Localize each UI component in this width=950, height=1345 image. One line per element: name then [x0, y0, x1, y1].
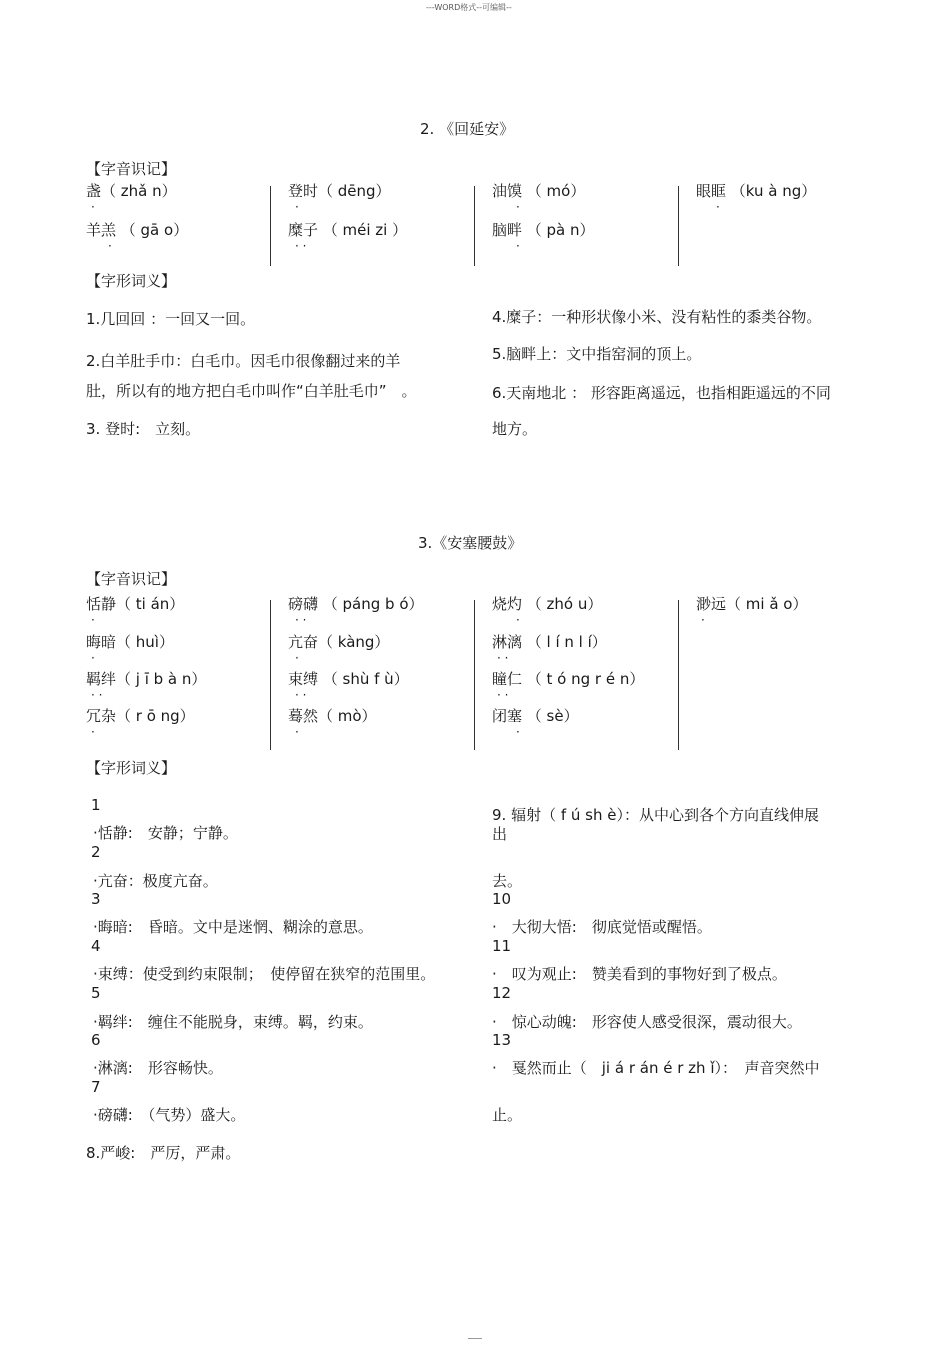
pinyin-item: 冗杂（ r ō ng） — [86, 707, 195, 725]
item-number: 2 — [91, 843, 101, 861]
pinyin-item: 烧灼 （ zhó u） — [492, 595, 603, 613]
vocab-line: 止。 — [492, 1106, 523, 1124]
column-divider — [474, 186, 475, 266]
vocab-line: ·淋漓: 形容畅快。 — [93, 1059, 223, 1077]
section-heading: 【字音识记】 — [86, 160, 177, 178]
section-heading: 【字形词义】 — [86, 759, 177, 777]
emphasis-dot: · — [295, 725, 299, 739]
section-title: 2. 《回延安》 — [420, 120, 515, 138]
emphasis-dot: · · — [91, 688, 103, 702]
item-number: 6 — [91, 1031, 101, 1049]
emphasis-dot: · — [91, 651, 95, 665]
pinyin-item: 油馍 （ mó） — [492, 182, 586, 200]
emphasis-dot: · · — [295, 688, 307, 702]
vocab-line: 6.天南地北 ： 形容距离遥远，也指相距遥远的不同 — [492, 384, 831, 402]
emphasis-dot: · — [91, 200, 95, 214]
emphasis-dot: · — [516, 239, 520, 253]
pinyin-item: 蓦然（ mò） — [288, 707, 377, 725]
pinyin-item: 瞳仁 （ t ó ng r é n） — [492, 670, 645, 688]
item-number: 1 — [91, 796, 101, 814]
pinyin-item: 束缚 （ shù f ù） — [288, 670, 409, 688]
vocab-line: 出 — [492, 825, 508, 843]
pinyin-item: 亢奋（ kàng） — [288, 633, 390, 651]
item-number: 12 — [492, 984, 512, 1002]
vocab-line: ·束缚：使受到约束限制； 使停留在狭窄的范围里。 — [93, 965, 436, 983]
emphasis-dot: · — [516, 200, 520, 214]
pinyin-item: 眼眶 （ku à ng） — [696, 182, 817, 200]
emphasis-dot: · — [295, 200, 299, 214]
item-number: 3 — [91, 890, 101, 908]
emphasis-dot: · — [701, 613, 705, 627]
emphasis-dot: · · — [497, 651, 509, 665]
vocab-line: ·晦暗: 昏暗。文中是迷惘、糊涂的意思。 — [93, 918, 373, 936]
vocab-line: · 戛然而止（ ji á r án é r zh ǐ）： 声音突然中 — [492, 1059, 820, 1077]
vocab-line: 5.脑畔上：文中指窑洞的顶上。 — [492, 345, 702, 363]
vocab-line: 9. 辐射（ f ú sh è）：从中心到各个方向直线伸展 — [492, 806, 819, 824]
vocab-line: ·亢奋：极度亢奋。 — [93, 872, 218, 890]
pinyin-item: 脑畔 （ pà n） — [492, 221, 595, 239]
emphasis-dot: · — [91, 725, 95, 739]
pinyin-item: 恬静（ ti án） — [86, 595, 185, 613]
pinyin-item: 晦暗（ huì） — [86, 633, 174, 651]
pinyin-item: 糜子 （ méi zi ） — [288, 221, 408, 239]
emphasis-dot: · — [516, 613, 520, 627]
vocab-line: ·羁绊: 缠住不能脱身，束缚。羁，约束。 — [93, 1013, 373, 1031]
section-heading: 【字形词义】 — [86, 272, 177, 290]
vocab-line: · 惊心动魄: 形容使人感受很深，震动很大。 — [492, 1013, 802, 1031]
vocab-line: 肚，所以有的地方把白毛巾叫作“白羊肚毛巾” 。 — [86, 382, 417, 400]
vocab-line: ·恬静: 安静；宁静。 — [93, 824, 238, 842]
emphasis-dot: · · — [295, 239, 307, 253]
pinyin-item: 登时（ dēng） — [288, 182, 391, 200]
section-heading: 【字音识记】 — [86, 570, 177, 588]
pinyin-item: 羊羔 （ gā o） — [86, 221, 189, 239]
vocab-line: · 大彻大悟: 彻底觉悟或醒悟。 — [492, 918, 712, 936]
vocab-line: · 叹为观止: 赞美看到的事物好到了极点。 — [492, 965, 787, 983]
vocab-line: 1.几回回 ：一回又一回。 — [86, 310, 256, 328]
item-number: 5 — [91, 984, 101, 1002]
item-number: 4 — [91, 937, 101, 955]
column-divider — [474, 600, 475, 750]
pinyin-item: 闭塞 （ sè） — [492, 707, 579, 725]
vocab-line: 去。 — [492, 872, 523, 890]
emphasis-dot: · — [108, 239, 112, 253]
column-divider — [270, 600, 271, 750]
pinyin-item: 盏（ zhǎ n） — [86, 182, 177, 200]
vocab-line: 4.糜子：一种形状像小米、没有粘性的黍类谷物。 — [492, 308, 822, 326]
pinyin-item: 渺远（ mi ǎ o） — [696, 595, 808, 613]
vocab-line: 地方。 — [492, 420, 538, 438]
item-number: 13 — [492, 1031, 512, 1049]
vocab-line: 2.白羊肚手巾：白毛巾。因毛巾很像翻过来的羊 — [86, 352, 401, 370]
page-header: ---WORD格式--可编辑-- — [426, 3, 512, 12]
item-number: 7 — [91, 1078, 101, 1096]
emphasis-dot: · · — [497, 688, 509, 702]
emphasis-dot: · · — [295, 613, 307, 627]
vocab-line: 8.严峻: 严厉，严肃。 — [86, 1144, 241, 1162]
emphasis-dot: · — [295, 651, 299, 665]
vocab-line: 3. 登时: 立刻。 — [86, 420, 201, 438]
section-title: 3.《安塞腰鼓》 — [418, 534, 523, 552]
pinyin-item: 磅礴 （ páng b ó） — [288, 595, 424, 613]
column-divider — [270, 186, 271, 266]
item-number: 10 — [492, 890, 512, 908]
footer-rule — [468, 1338, 482, 1339]
column-divider — [678, 600, 679, 750]
item-number: 11 — [492, 937, 512, 955]
vocab-line: ·磅礴: （气势）盛大。 — [93, 1106, 246, 1124]
pinyin-item: 羁绊（ j ī b à n） — [86, 670, 207, 688]
emphasis-dot: · — [716, 200, 720, 214]
emphasis-dot: · — [91, 613, 95, 627]
pinyin-item: 淋漓 （ l í n l í） — [492, 633, 607, 651]
column-divider — [678, 186, 679, 266]
emphasis-dot: · — [516, 725, 520, 739]
